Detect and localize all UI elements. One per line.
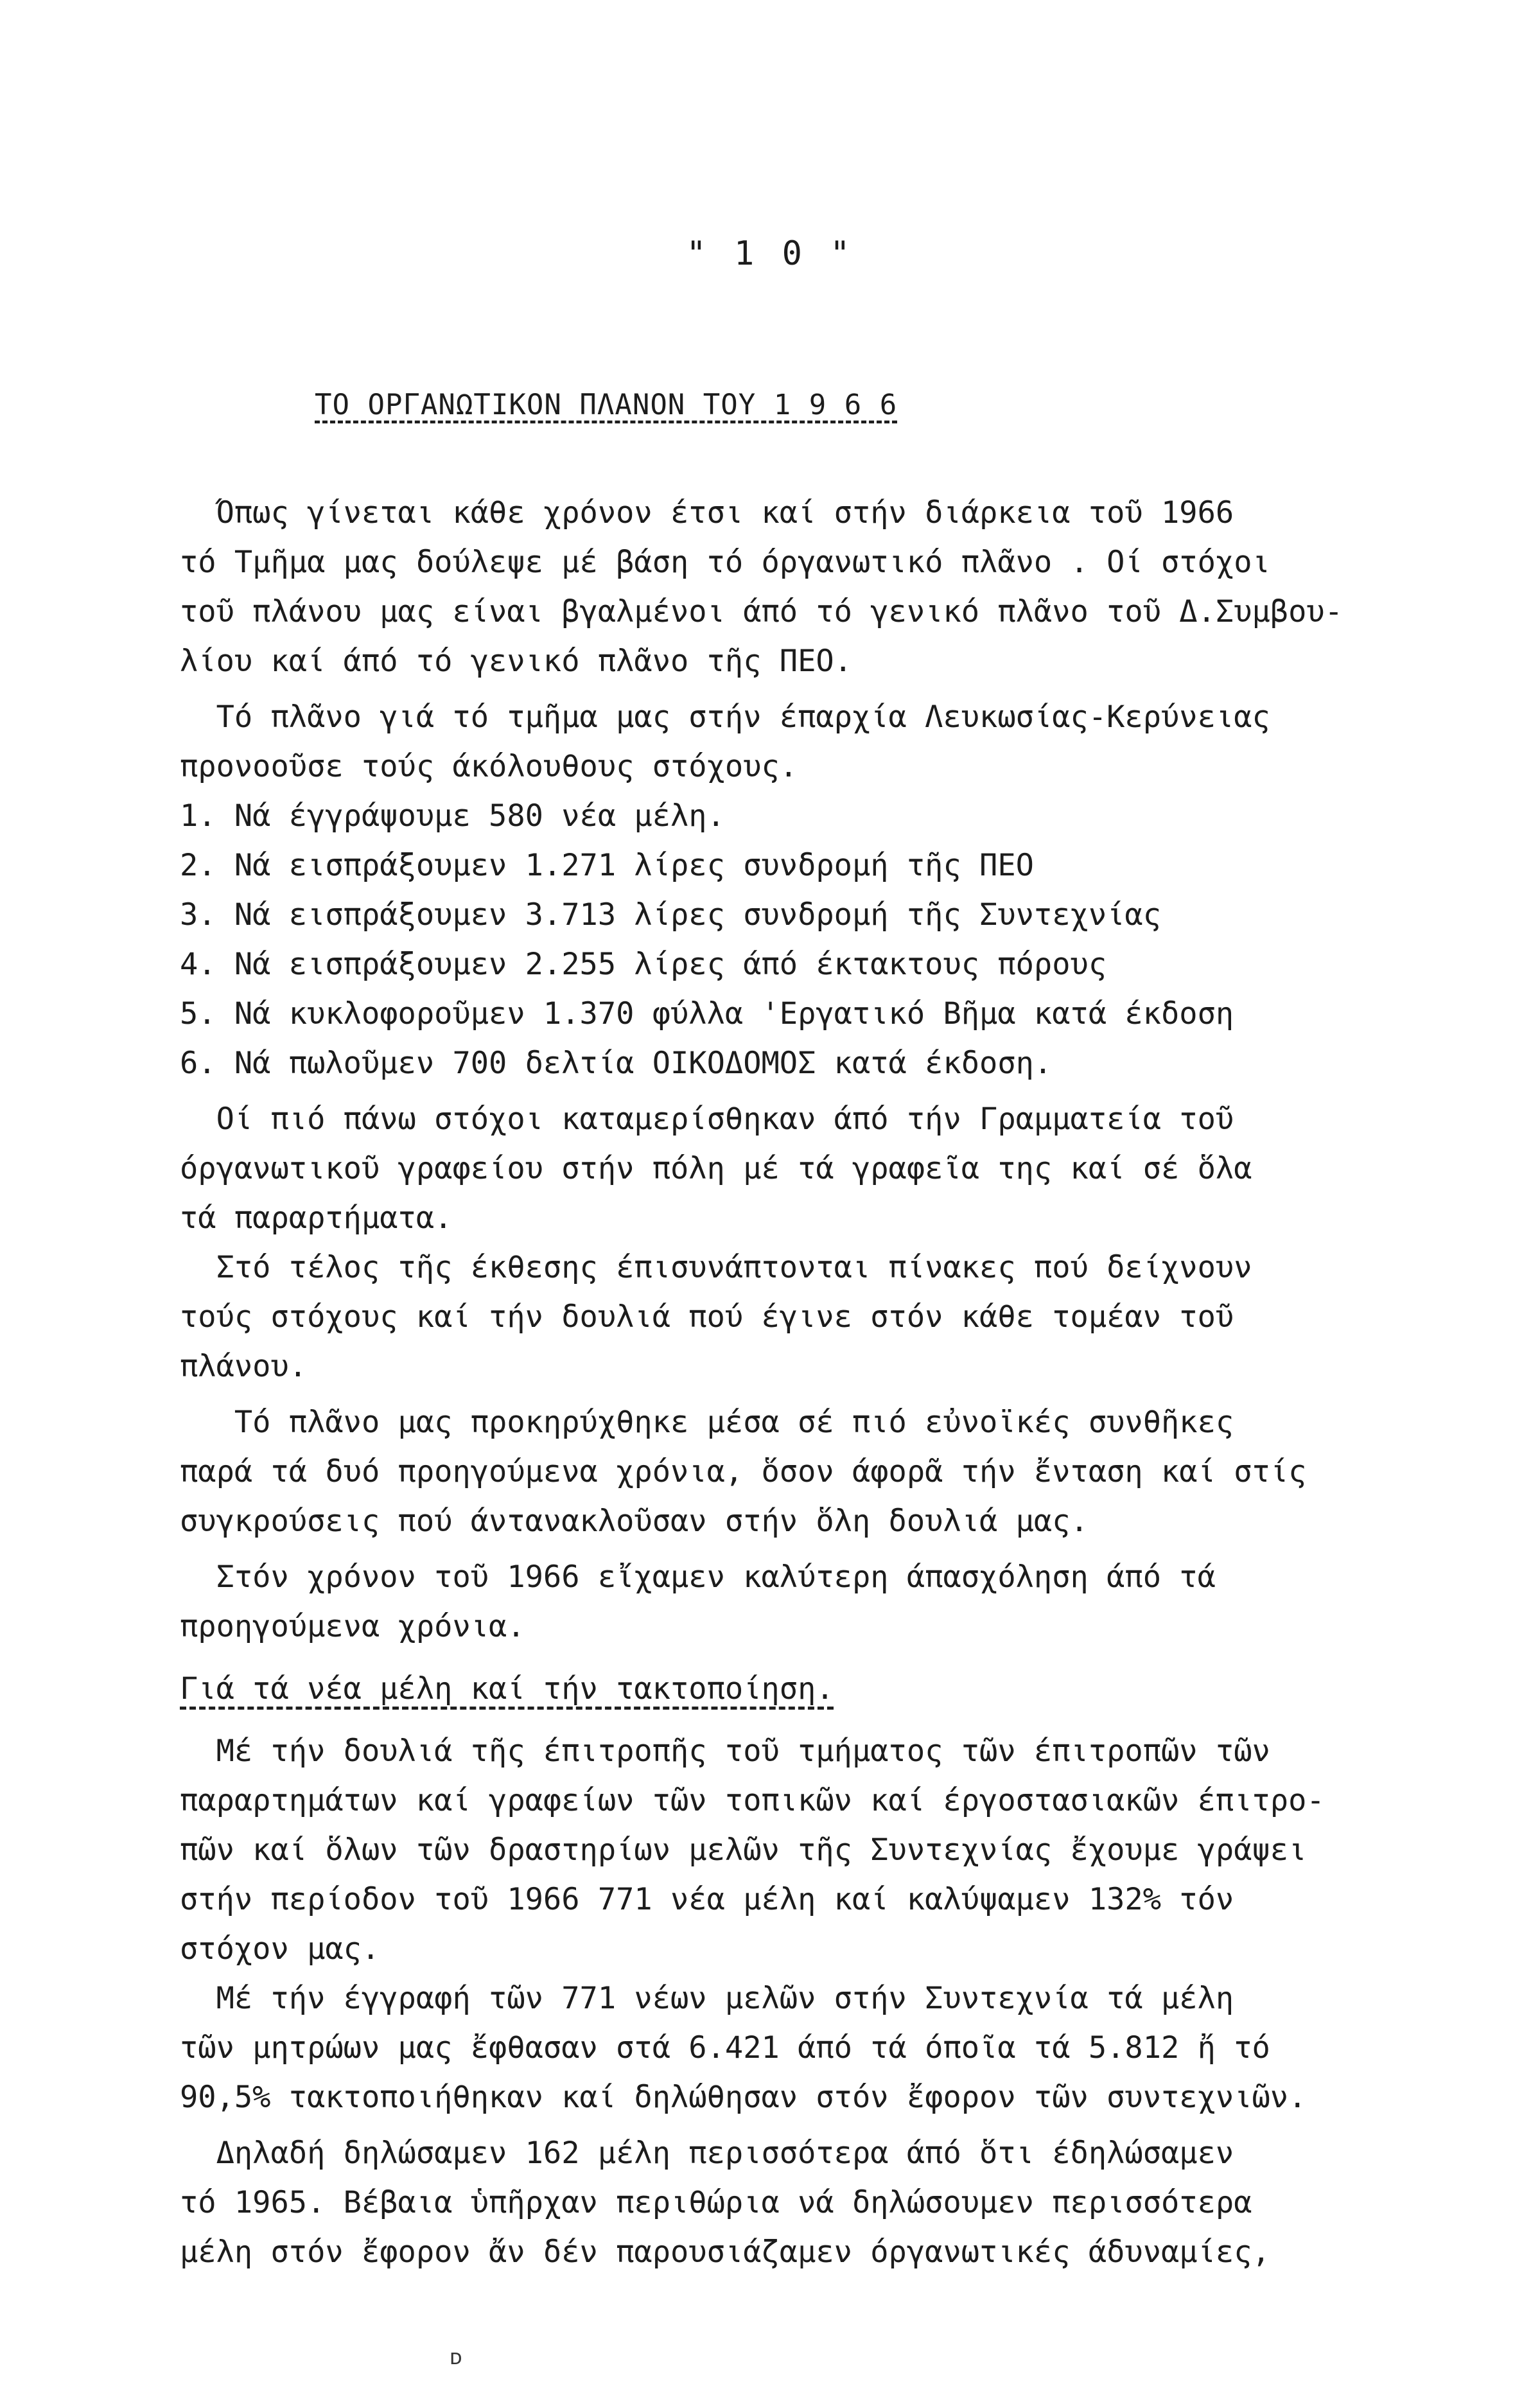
paragraph bbox=[180, 2128, 1451, 2277]
page-number: " 1 0 " bbox=[686, 234, 854, 273]
text-line: στήν περίοδον τοῦ 1966 771 νέα μέλη καί καλύψαμεν 132% τόν bbox=[180, 1882, 1234, 1917]
text-line: τό 1965. Βέβαια ὑπῆρχαν περιθώρια νά δηλώσουμεν περισσότερα bbox=[180, 2185, 1252, 2220]
text-line: όργανωτικοῦ γραφείου στήν πόλη μέ τά γραφεῖα της καί σέ ὅλα bbox=[180, 1151, 1252, 1186]
text-line: Μέ τήν έγγραφή τῶν 771 νέων μελῶν στήν Συντεχνία τά μέλη bbox=[180, 1981, 1234, 2016]
text-line: Όπως γίνεται κάθε χρόνον έτσι καί στήν διάρκεια τοῦ 1966 bbox=[180, 495, 1234, 531]
text-line: Δηλαδή δηλώσαμεν 162 μέλη περισσότερα άπό ὅτι έδηλώσαμεν bbox=[180, 2136, 1234, 2171]
text-line: τό Τμῆμα μας δούλεψε μέ βάση τό όργανωτικό πλᾶνο . Οί στόχοι bbox=[180, 545, 1270, 580]
footer-mark: ᴅ bbox=[450, 2344, 463, 2370]
text-line: τούς στόχους καί τήν δουλιά πού έγινε στόν κάθε τομέαν τοῦ bbox=[180, 1299, 1234, 1335]
text-line: Στό τέλος τῆς έκθεσης έπισυνάπτονται πίνακες πού δείχνουν bbox=[180, 1250, 1252, 1285]
text-line: παραρτημάτων καί γραφείων τῶν τοπικῶν καί έργοστασιακῶν έπιτρο- bbox=[180, 1783, 1325, 1818]
document-body bbox=[180, 488, 1451, 2277]
text-line: Μέ τήν δουλιά τῆς έπιτροπῆς τοῦ τμήματος τῶν έπιτροπῶν τῶν bbox=[180, 1733, 1270, 1769]
list-item: 6. Νά πωλοῦμεν 700 δελτία ΟΙΚΟΔΟΜΟΣ κατά έκδοση. bbox=[180, 1046, 1053, 1081]
text-line: Οί πιό πάνω στόχοι καταμερίσθηκαν άπό τήν Γραμματεία τοῦ bbox=[180, 1101, 1234, 1137]
text-line: στόχον μας. bbox=[180, 1931, 380, 1967]
text-line: Τό πλᾶνο μας προκηρύχθηκε μέσα σέ πιό εὐνοϊκές συνθῆκες bbox=[180, 1405, 1234, 1440]
targets-list bbox=[180, 791, 1451, 1088]
paragraph bbox=[180, 1243, 1451, 1391]
list-item: 3. Νά εισπράξουμεν 3.713 λίρες συνδρομή τῆς Συντεχνίας bbox=[180, 897, 1162, 933]
section-heading-text: Γιά τά νέα μέλη καί τήν τακτοποίηση. bbox=[180, 1671, 834, 1706]
paragraph bbox=[180, 1398, 1451, 1546]
intro-paragraph bbox=[180, 488, 1451, 686]
text-line: πλάνου. bbox=[180, 1349, 308, 1384]
section-heading bbox=[180, 1664, 1451, 1714]
text-line: μέλη στόν ἔφορον ἄν δέν παρουσιάζαμεν όργανωτικές άδυναμίες, bbox=[180, 2234, 1270, 2270]
text-line: προνοοῦσε τούς άκόλουθους στόχους. bbox=[180, 749, 798, 784]
paragraph bbox=[180, 1726, 1451, 1974]
targets-intro-paragraph bbox=[180, 692, 1451, 791]
text-line: προηγούμενα χρόνια. bbox=[180, 1609, 525, 1644]
text-line: παρά τά δυό προηγούμενα χρόνια, ὅσον άφορᾶ τήν ἔνταση καί στίς bbox=[180, 1454, 1307, 1489]
list-item: 1. Νά έγγράψουμε 580 νέα μέλη. bbox=[180, 798, 725, 834]
document-title: ΤΟ ΟΡΓΑΝΩΤΙΚΟΝ ΠΛΑΝΟΝ ΤΟΥ 1 9 6 6 bbox=[315, 389, 898, 421]
text-line: λίου καί άπό τό γενικό πλᾶνο τῆς ΠΕΟ. bbox=[180, 644, 852, 679]
text-line: πῶν καί ὅλων τῶν δραστηρίων μελῶν τῆς Συντεχνίας ἔχουμε γράψει bbox=[180, 1832, 1307, 1868]
paragraph bbox=[180, 1552, 1451, 1651]
text-line: Τό πλᾶνο γιά τό τμῆμα μας στήν έπαρχία Λευκωσίας-Κερύνειας bbox=[180, 699, 1270, 735]
list-item: 2. Νά εισπράξουμεν 1.271 λίρες συνδρομή τῆς ΠΕΟ bbox=[180, 848, 1034, 883]
paragraph bbox=[180, 1094, 1451, 1243]
text-line: τοῦ πλάνου μας είναι βγαλμένοι άπό τό γενικό πλᾶνο τοῦ Δ.Συμβου- bbox=[180, 594, 1343, 629]
paragraph bbox=[180, 1974, 1451, 2122]
text-line: συγκρούσεις πού άντανακλοῦσαν στήν ὅλη δουλιά μας. bbox=[180, 1504, 1089, 1539]
text-line: τά παραρτήματα. bbox=[180, 1200, 453, 1236]
list-item: 4. Νά εισπράξουμεν 2.255 λίρες άπό έκτακτους πόρους bbox=[180, 947, 1107, 982]
text-line: τῶν μητρώων μας ἔφθασαν στά 6.421 άπό τά όποῖα τά 5.812 ἤ τό bbox=[180, 2030, 1270, 2066]
text-line: 90,5% τακτοποιήθηκαν καί δηλώθησαν στόν ἔφορον τῶν συντεχνιῶν. bbox=[180, 2080, 1307, 2115]
text-line: Στόν χρόνον τοῦ 1966 εἴχαμεν καλύτερη άπασχόληση άπό τά bbox=[180, 1559, 1216, 1595]
list-item: 5. Νά κυκλοφοροῦμεν 1.370 φύλλα 'Εργατικό Βῆμα κατά έκδοση bbox=[180, 996, 1234, 1031]
